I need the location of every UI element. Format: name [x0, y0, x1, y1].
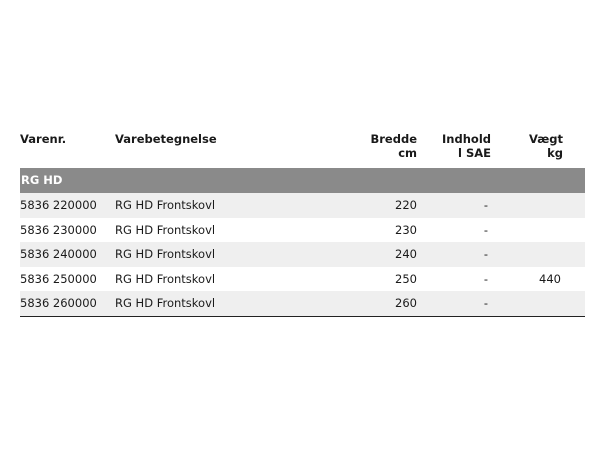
- cell-content: -: [483, 198, 488, 212]
- header-weight: [529, 132, 563, 160]
- header-weight-label: Vægt: [528, 132, 563, 146]
- cell-item-no: 5836 260000: [20, 296, 97, 310]
- cell-description: RG HD Frontskovl: [115, 198, 216, 212]
- table-bottom-rule: [20, 316, 585, 317]
- cell-item-no: 5836 250000: [20, 271, 97, 286]
- header-item-no: Varenr.: [20, 132, 67, 146]
- cell-width: 240: [395, 247, 417, 261]
- cell-description: RG HD Frontskovl: [115, 296, 216, 310]
- cell-content: -: [483, 271, 488, 286]
- cell-content: -: [483, 247, 488, 261]
- cell-description: RG HD Frontskovl: [115, 222, 216, 237]
- header-content-label: Indhold: [442, 132, 491, 146]
- table-row: [20, 267, 585, 292]
- table-row: [20, 193, 585, 218]
- cell-weight: 440: [539, 271, 561, 286]
- table-header: [20, 128, 585, 168]
- table-row: [20, 218, 585, 243]
- header-description: Varebetegnelse: [115, 132, 217, 146]
- cell-width: 260: [395, 296, 417, 310]
- product-table: [20, 128, 585, 317]
- cell-item-no: 5836 230000: [20, 222, 97, 237]
- header-weight-unit: kg: [547, 146, 563, 160]
- cell-item-no: 5836 240000: [20, 247, 97, 261]
- cell-width: 250: [395, 271, 417, 286]
- table-row: [20, 291, 585, 316]
- cell-width: 220: [395, 198, 417, 212]
- header-width-unit: cm: [398, 146, 417, 160]
- cell-item-no: 5836 220000: [20, 198, 97, 212]
- cell-description: RG HD Frontskovl: [115, 271, 216, 286]
- cell-width: 230: [395, 222, 417, 237]
- header-width: [371, 132, 418, 160]
- header-content: [442, 132, 491, 160]
- group-header-row: RG HD: [20, 168, 585, 193]
- cell-description: RG HD Frontskovl: [115, 247, 216, 261]
- cell-content: -: [483, 222, 488, 237]
- header-content-unit: l SAE: [458, 146, 491, 160]
- cell-content: -: [483, 296, 488, 310]
- header-width-label: Bredde: [370, 132, 417, 146]
- table-row: [20, 242, 585, 267]
